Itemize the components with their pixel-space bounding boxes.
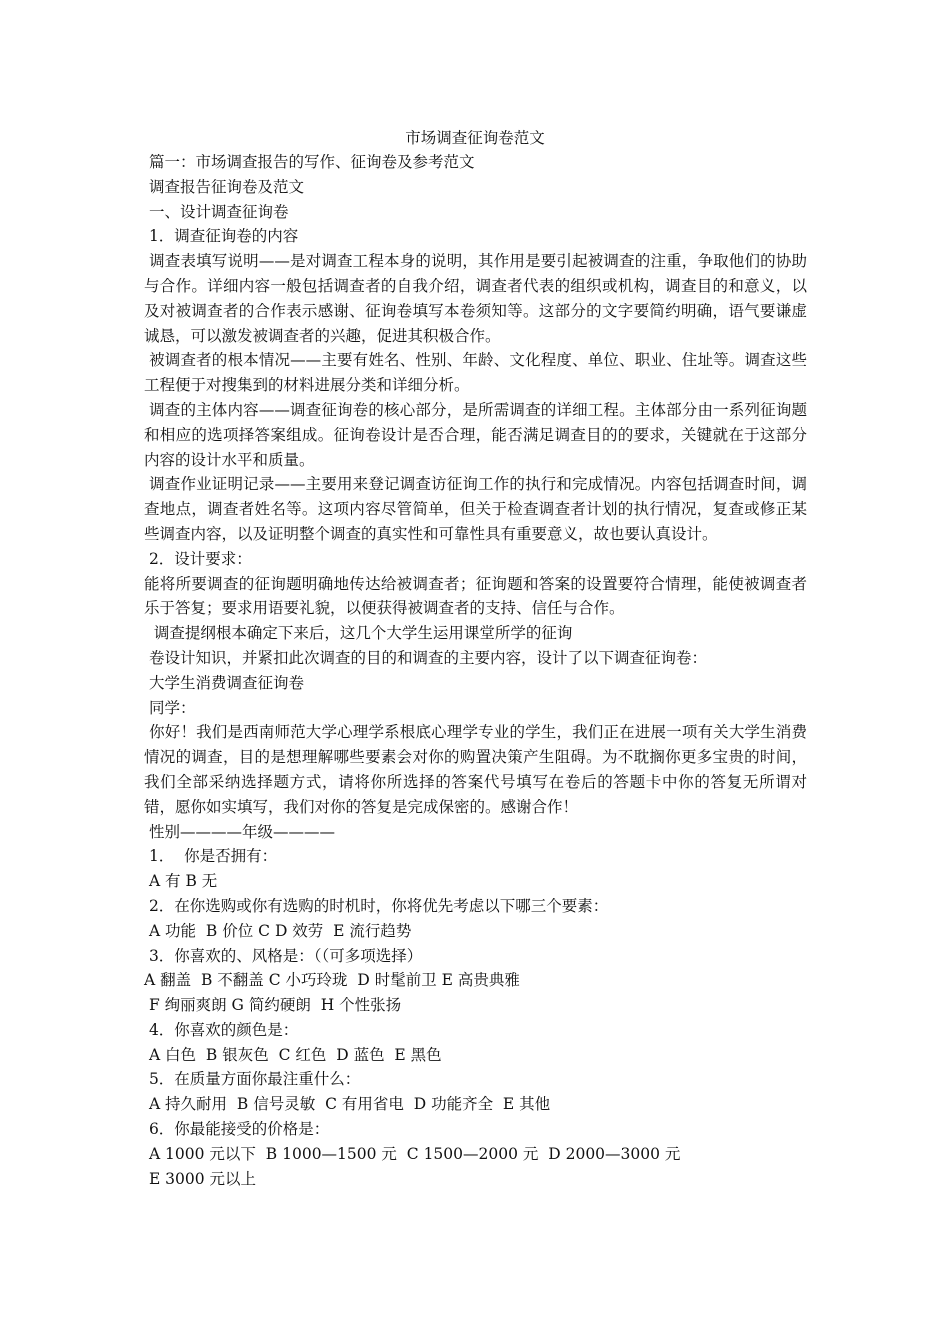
paragraph-2: 调查报告征询卷及范文 — [144, 177, 304, 196]
paragraph-requirements: 能将所要调查的征询题明确地传达给被调查者；征询题和答案的设置要符合情理，能使被调查者乐于答复；要求用语要礼貌，以便获得被调查者的支持、信任与合作。 — [144, 574, 807, 618]
gender-grade-line: 性别————年级———— — [144, 822, 335, 841]
paragraph-respondent-info: 被调查者的根本情况——主要有姓名、性别、年龄、文化程度、单位、职业、住址等。调查这些工程便于对搜集到的材料进展分类和详细分析。 — [144, 351, 807, 395]
question-3-options-a: A 翻盖 B 不翻盖 C 小巧玲珑 D 时髦前卫 E 高贵典雅 — [144, 971, 520, 990]
questionnaire-title: 大学生消费调查征询卷 — [144, 673, 304, 692]
paragraph-work-record: 调查作业证明记录——主要用来登记调查访征询工作的执行和完成情况。内容包括调查时间，调查地点，调查者姓名等。这项内容尽管简单，但关于检查调查者计划的执行情况，复查或修正某些调查内容，以及证明整个调查的真实性和可靠性具有重要意义，故也要认真设计。 — [144, 475, 807, 543]
question-2: 2．在你选购或你有选购的时机时，你将优先考虑以下哪三个要素： — [144, 896, 609, 915]
paragraph-design: 卷设计知识，并紧扣此次调查的目的和调查的主要内容，设计了以下调查征询卷： — [144, 648, 707, 667]
salutation: 同学： — [144, 698, 196, 717]
paragraph-1: 篇一：市场调查报告的写作、征询卷及参考范文 — [144, 153, 475, 171]
question-3-options-b: F 绚丽爽朗 G 简约硬朗 H 个性张扬 — [144, 996, 402, 1015]
paragraph-outline: 调查提纲根本确定下来后，这几个大学生运用课堂所学的征询 — [144, 624, 573, 643]
question-2-options: A 功能 B 价位 C D 效劳 E 流行趋势 — [144, 921, 412, 940]
section-heading-1: 一、设计调查征询卷 — [144, 202, 289, 221]
paragraph-greeting: 你好！我们是西南师范大学心理学系根底心理学专业的学生，我们正在进展一项有关大学生消费情况的调查，目的是想理解哪些要素会对你的购置决策产生阻碍。为不耽搁你更多宝贵的时间，我们全部采纳选择题方式，请将你所选择的答案代号填写在卷后的答题卡中你的答复无所谓对错，愿你如实填写，我们对你的答复是完成保密的。感谢合作！ — [144, 723, 807, 816]
paragraph-main-content: 调查的主体内容——调查征询卷的核心部分，是所需调查的详细工程。主体部分由一系列征询题和相应的选项择答案组成。征询卷设计是否合理，能否满足调查目的的要求，关键就在于这部分内容的设计水平和质量。 — [144, 400, 807, 469]
document-body — [144, 150, 807, 1191]
question-1: 1． 你是否拥有： — [144, 847, 278, 866]
subsection-heading-1: 1．调查征询卷的内容 — [144, 227, 299, 246]
document-title: 市场调查征询卷范文 — [405, 129, 545, 147]
question-1-options: A 有 B 无 — [144, 872, 218, 891]
question-3: 3．你喜欢的、风格是：（（可多项选择） — [144, 946, 423, 965]
question-6-options-b: E 3000 元以上 — [144, 1169, 257, 1188]
question-4: 4．你喜欢的颜色是： — [144, 1020, 299, 1039]
question-5-options: A 持久耐用 B 信号灵敏 C 有用省电 D 功能齐全 E 其他 — [144, 1095, 551, 1114]
paragraph-instructions: 调查表填写说明——是对调查工程本身的说明，其作用是要引起被调查的注重，争取他们的协助与合作。详细内容一般包括调查者的自我介绍，调查者代表的组织或机构，调查目的和意义，以及对被调查者的合作表示感谢、征询卷填写本卷须知等。这部分的文字要简约明确，语气要谦虚诚恳，可以激发被调查者的兴趣，促进其积极合作。 — [144, 252, 807, 345]
question-6: 6．你最能接受的价格是： — [144, 1120, 330, 1139]
question-6-options-a: A 1000 元以下 B 1000—1500 元 C 1500—2000 元 D 2000—3000 元 — [144, 1144, 681, 1163]
question-5: 5．在质量方面你最注重什么： — [144, 1070, 361, 1089]
question-4-options: A 白色 B 银灰色 C 红色 D 蓝色 E 黑色 — [144, 1045, 442, 1064]
subsection-heading-2: 2．设计要求： — [144, 549, 252, 568]
